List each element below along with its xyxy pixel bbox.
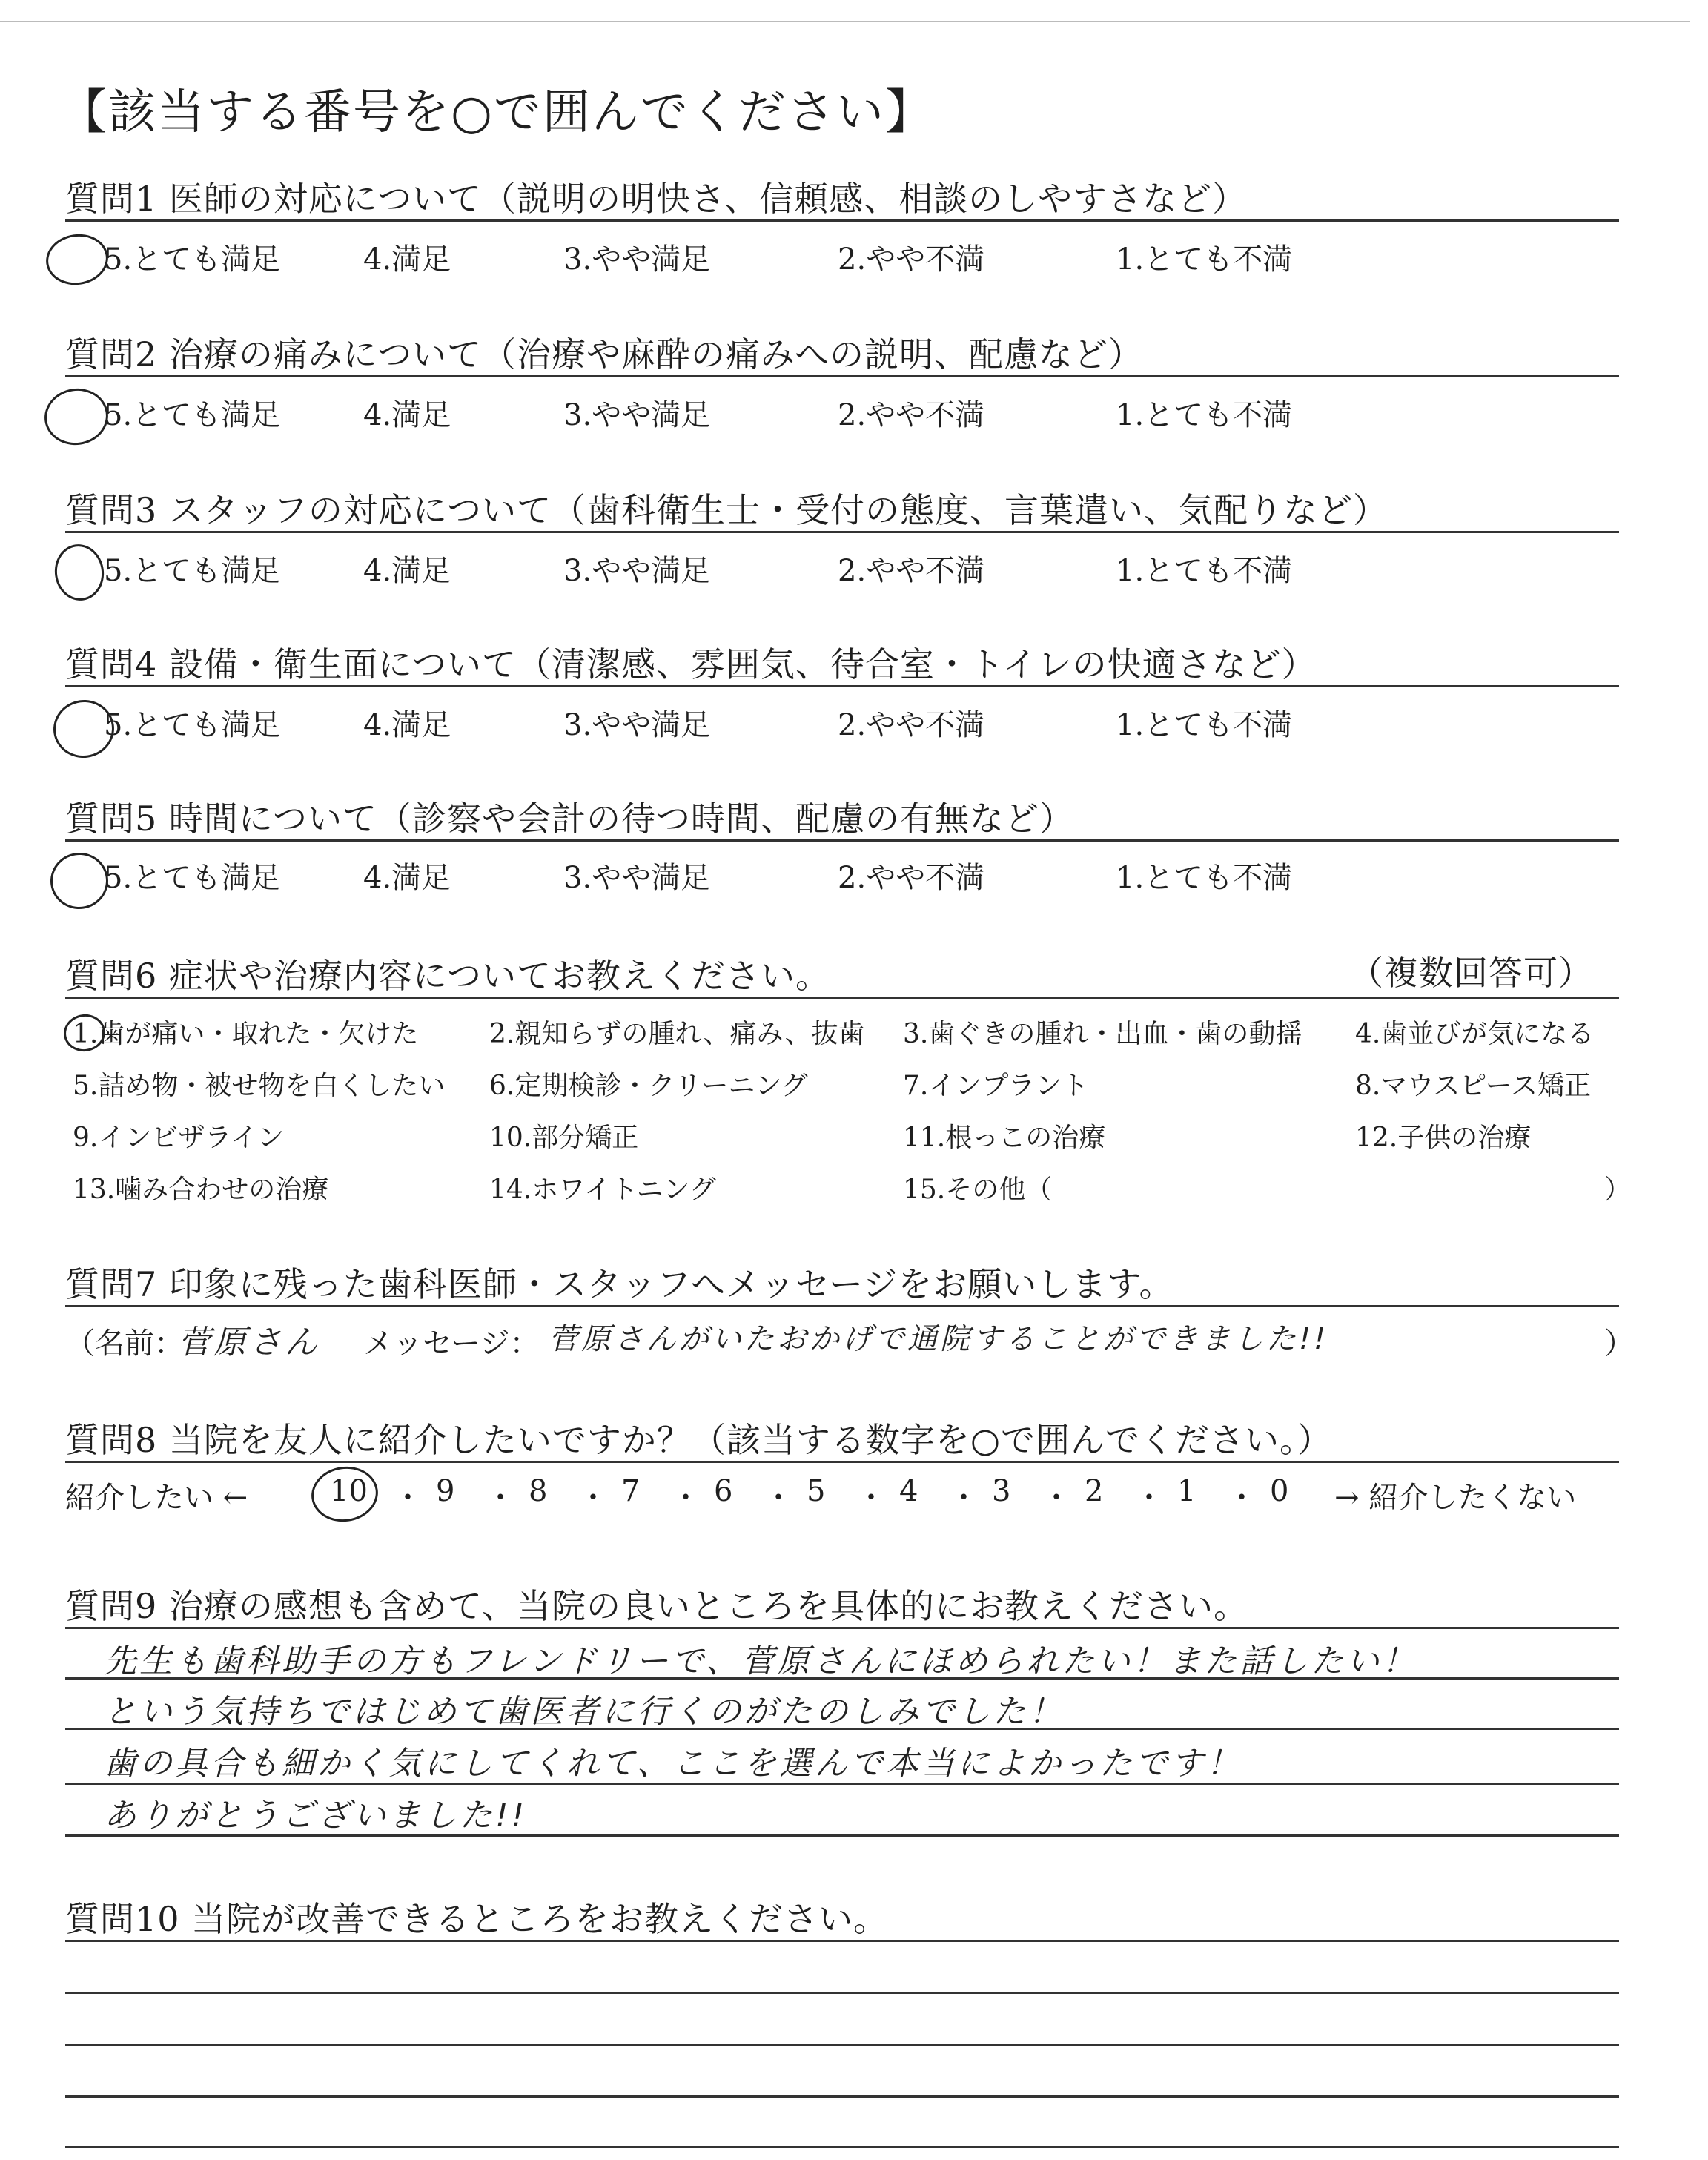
q7-name-label: （名前： [65,1327,184,1361]
q5-option-3[interactable]: 3.やや満足 [563,861,711,895]
q6-option-6[interactable]: 6.定期検診・クリーニング [489,1071,808,1101]
q2-option-3[interactable]: 3.やや満足 [563,398,711,432]
q6-option-13[interactable]: 13.噛み合わせの治療 [73,1175,329,1205]
q9-rule-4 [65,1783,1619,1785]
q8-scale-dot: ・ [764,1481,793,1515]
q1-option-1[interactable]: 1.とても不満 [1116,242,1293,277]
q9-answer-line-1[interactable]: 先生も歯科助手の方もフレンドリーで、菅原さんにほめられたい！また話したい！ [104,1642,1418,1680]
q10-rule-1 [65,1940,1619,1942]
q6-option-11[interactable]: 11.根っこの治療 [903,1123,1106,1153]
q4-option-4[interactable]: 4.満足 [363,708,451,742]
q6-option-2[interactable]: 2.親知らずの腫れ、痛み、抜歯 [489,1019,865,1049]
q10-rule-3 [65,2044,1619,2046]
q5-option-5[interactable]: 5.とても満足 [104,861,281,895]
q2-selection-circle [41,384,112,449]
q1-option-5[interactable]: 5.とても満足 [104,242,281,277]
q6-option-1[interactable]: 1.歯が痛い・取れた・欠けた [73,1019,419,1049]
q8-scale-5[interactable]: 5 [807,1474,826,1508]
q4-option-2[interactable]: 2.やや不満 [838,708,985,742]
q3-title: 質問3 スタッフの対応について（歯科衛生士・受付の態度、言葉遣い、気配りなど） [65,490,1388,530]
q8-scale-2[interactable]: 2 [1085,1474,1104,1508]
q9-rule-5 [65,1834,1619,1837]
q3-option-1[interactable]: 1.とても不満 [1116,554,1293,588]
q8-scale-dot: ・ [578,1481,608,1515]
q8-rule [65,1461,1619,1463]
q2-option-4[interactable]: 4.満足 [363,398,451,432]
q6-option-8[interactable]: 8.マウスピース矯正 [1355,1071,1592,1101]
q4-option-3[interactable]: 3.やや満足 [563,708,711,742]
q9-rule-1 [65,1627,1619,1629]
q8-scale-6[interactable]: 6 [714,1474,733,1508]
form-header: 【該当する番号を○で囲んでください】 [59,85,934,140]
q10-rule-4 [65,2095,1619,2098]
q8-scale-8[interactable]: 8 [529,1474,548,1508]
q1-option-3[interactable]: 3.やや満足 [563,242,711,277]
q6-title: 質問6 症状や治療内容についてお教えください。 [65,956,830,996]
q8-scale-1[interactable]: 1 [1177,1474,1196,1508]
q10-rule-5 [65,2146,1619,2148]
q10-title: 質問10 当院が改善できるところをお教えください。 [65,1899,889,1939]
q7-name-value[interactable]: 菅原さん [178,1324,320,1361]
q2-rule [65,375,1619,377]
q6-option-12[interactable]: 12.子供の治療 [1355,1123,1532,1153]
q8-scale-4[interactable]: 4 [899,1474,918,1508]
q2-option-1[interactable]: 1.とても不満 [1116,398,1293,432]
q4-rule [65,685,1619,687]
q1-rule [65,219,1619,222]
q7-title: 質問7 印象に残った歯科医師・スタッフへメッセージをお願いします。 [65,1264,1174,1304]
q8-right-label: → 紹介したくない [1334,1481,1577,1515]
q5-title: 質問5 時間について（診察や会計の待つ時間、配慮の有無など） [65,799,1074,839]
q8-scale-dot: ・ [393,1481,423,1515]
q6-rule [65,997,1619,999]
q2-title: 質問2 治療の痛みについて（治療や麻酔の痛みへの説明、配慮など） [65,334,1144,374]
q5-selection-circle [47,849,112,913]
q8-left-label: 紹介したい ← [65,1481,248,1515]
q8-selection-circle [308,1462,381,1526]
q4-title: 質問4 設備・衛生面について（清潔感、雰囲気、待合室・トイレの快適さなど） [65,644,1317,684]
q3-rule [65,531,1619,533]
q8-scale-dot: ・ [1042,1481,1071,1515]
q4-option-1[interactable]: 1.とても不満 [1116,708,1293,742]
q8-scale-dot: ・ [1134,1481,1164,1515]
q8-title: 質問8 当院を友人に紹介したいですか？（該当する数字を○で囲んでください。） [65,1420,1333,1460]
q8-scale-10[interactable]: 10 [330,1474,368,1508]
q8-scale-dot: ・ [1227,1481,1257,1515]
q2-option-5[interactable]: 5.とても満足 [104,398,281,432]
q6-option-9[interactable]: 9.インビザライン [73,1123,285,1153]
q1-title: 質問1 医師の対応について（説明の明快さ、信頼感、相談のしやすさなど） [65,179,1248,219]
q3-selection-circle [51,541,107,604]
q6-option-3[interactable]: 3.歯ぐきの腫れ・出血・歯の動揺 [903,1019,1302,1049]
q8-scale-dot: ・ [486,1481,515,1515]
q1-option-2[interactable]: 2.やや不満 [838,242,985,277]
q3-option-4[interactable]: 4.満足 [363,554,451,588]
q9-rule-2 [65,1677,1619,1680]
q8-scale-9[interactable]: 9 [436,1474,455,1508]
q5-option-4[interactable]: 4.満足 [363,861,451,895]
q7-message-value[interactable]: 菅原さんがいたおかげで通院することができました!! [549,1322,1329,1356]
q5-option-2[interactable]: 2.やや不満 [838,861,985,895]
q6-option-5[interactable]: 5.詰め物・被せ物を白くしたい [73,1071,446,1101]
q6-option-4[interactable]: 4.歯並びが気になる [1355,1019,1595,1049]
q7-close-paren: ） [1604,1327,1634,1361]
q6-option-7[interactable]: 7.インプラント [903,1071,1089,1101]
q9-answer-line-2[interactable]: という気持ちではじめて歯医者に行くのがたのしみでした！ [104,1693,1065,1731]
q5-rule [65,839,1619,842]
q5-option-1[interactable]: 1.とても不満 [1116,861,1293,895]
q6-option-14[interactable]: 14.ホワイトニング [489,1175,717,1205]
q8-scale-dot: ・ [671,1481,701,1515]
q6-option-15-other[interactable]: 15.その他（ [903,1175,1053,1205]
q7-message-label: メッセージ： [363,1327,540,1361]
q9-answer-line-4[interactable]: ありがとうございました!! [104,1797,528,1834]
q10-rule-2 [65,1992,1619,1994]
q9-answer-line-3[interactable]: 歯の具合も細かく気にしてくれて、ここを選んで本当によかったです！ [104,1745,1242,1783]
q2-option-2[interactable]: 2.やや不満 [838,398,985,432]
q8-scale-3[interactable]: 3 [992,1474,1011,1508]
q1-option-4[interactable]: 4.満足 [363,242,451,277]
q8-scale-0[interactable]: 0 [1270,1474,1289,1508]
q8-scale-7[interactable]: 7 [621,1474,640,1508]
q3-option-3[interactable]: 3.やや満足 [563,554,711,588]
top-border [0,21,1690,22]
q9-rule-3 [65,1728,1619,1730]
q8-scale-dot: ・ [949,1481,979,1515]
q6-other-close-paren: ） [1604,1175,1632,1205]
q3-option-5[interactable]: 5.とても満足 [104,554,281,588]
q1-selection-circle [43,230,112,288]
q4-option-5[interactable]: 5.とても満足 [104,708,281,742]
q9-title: 質問9 治療の感想も含めて、当院の良いところを具体的にお教えください。 [65,1586,1248,1626]
q6-option-10[interactable]: 10.部分矯正 [489,1123,639,1153]
q8-scale-dot: ・ [856,1481,886,1515]
q6-multiple-note: （複数回答可） [1349,953,1593,993]
q3-option-2[interactable]: 2.やや不満 [838,554,985,588]
q7-rule [65,1305,1619,1307]
